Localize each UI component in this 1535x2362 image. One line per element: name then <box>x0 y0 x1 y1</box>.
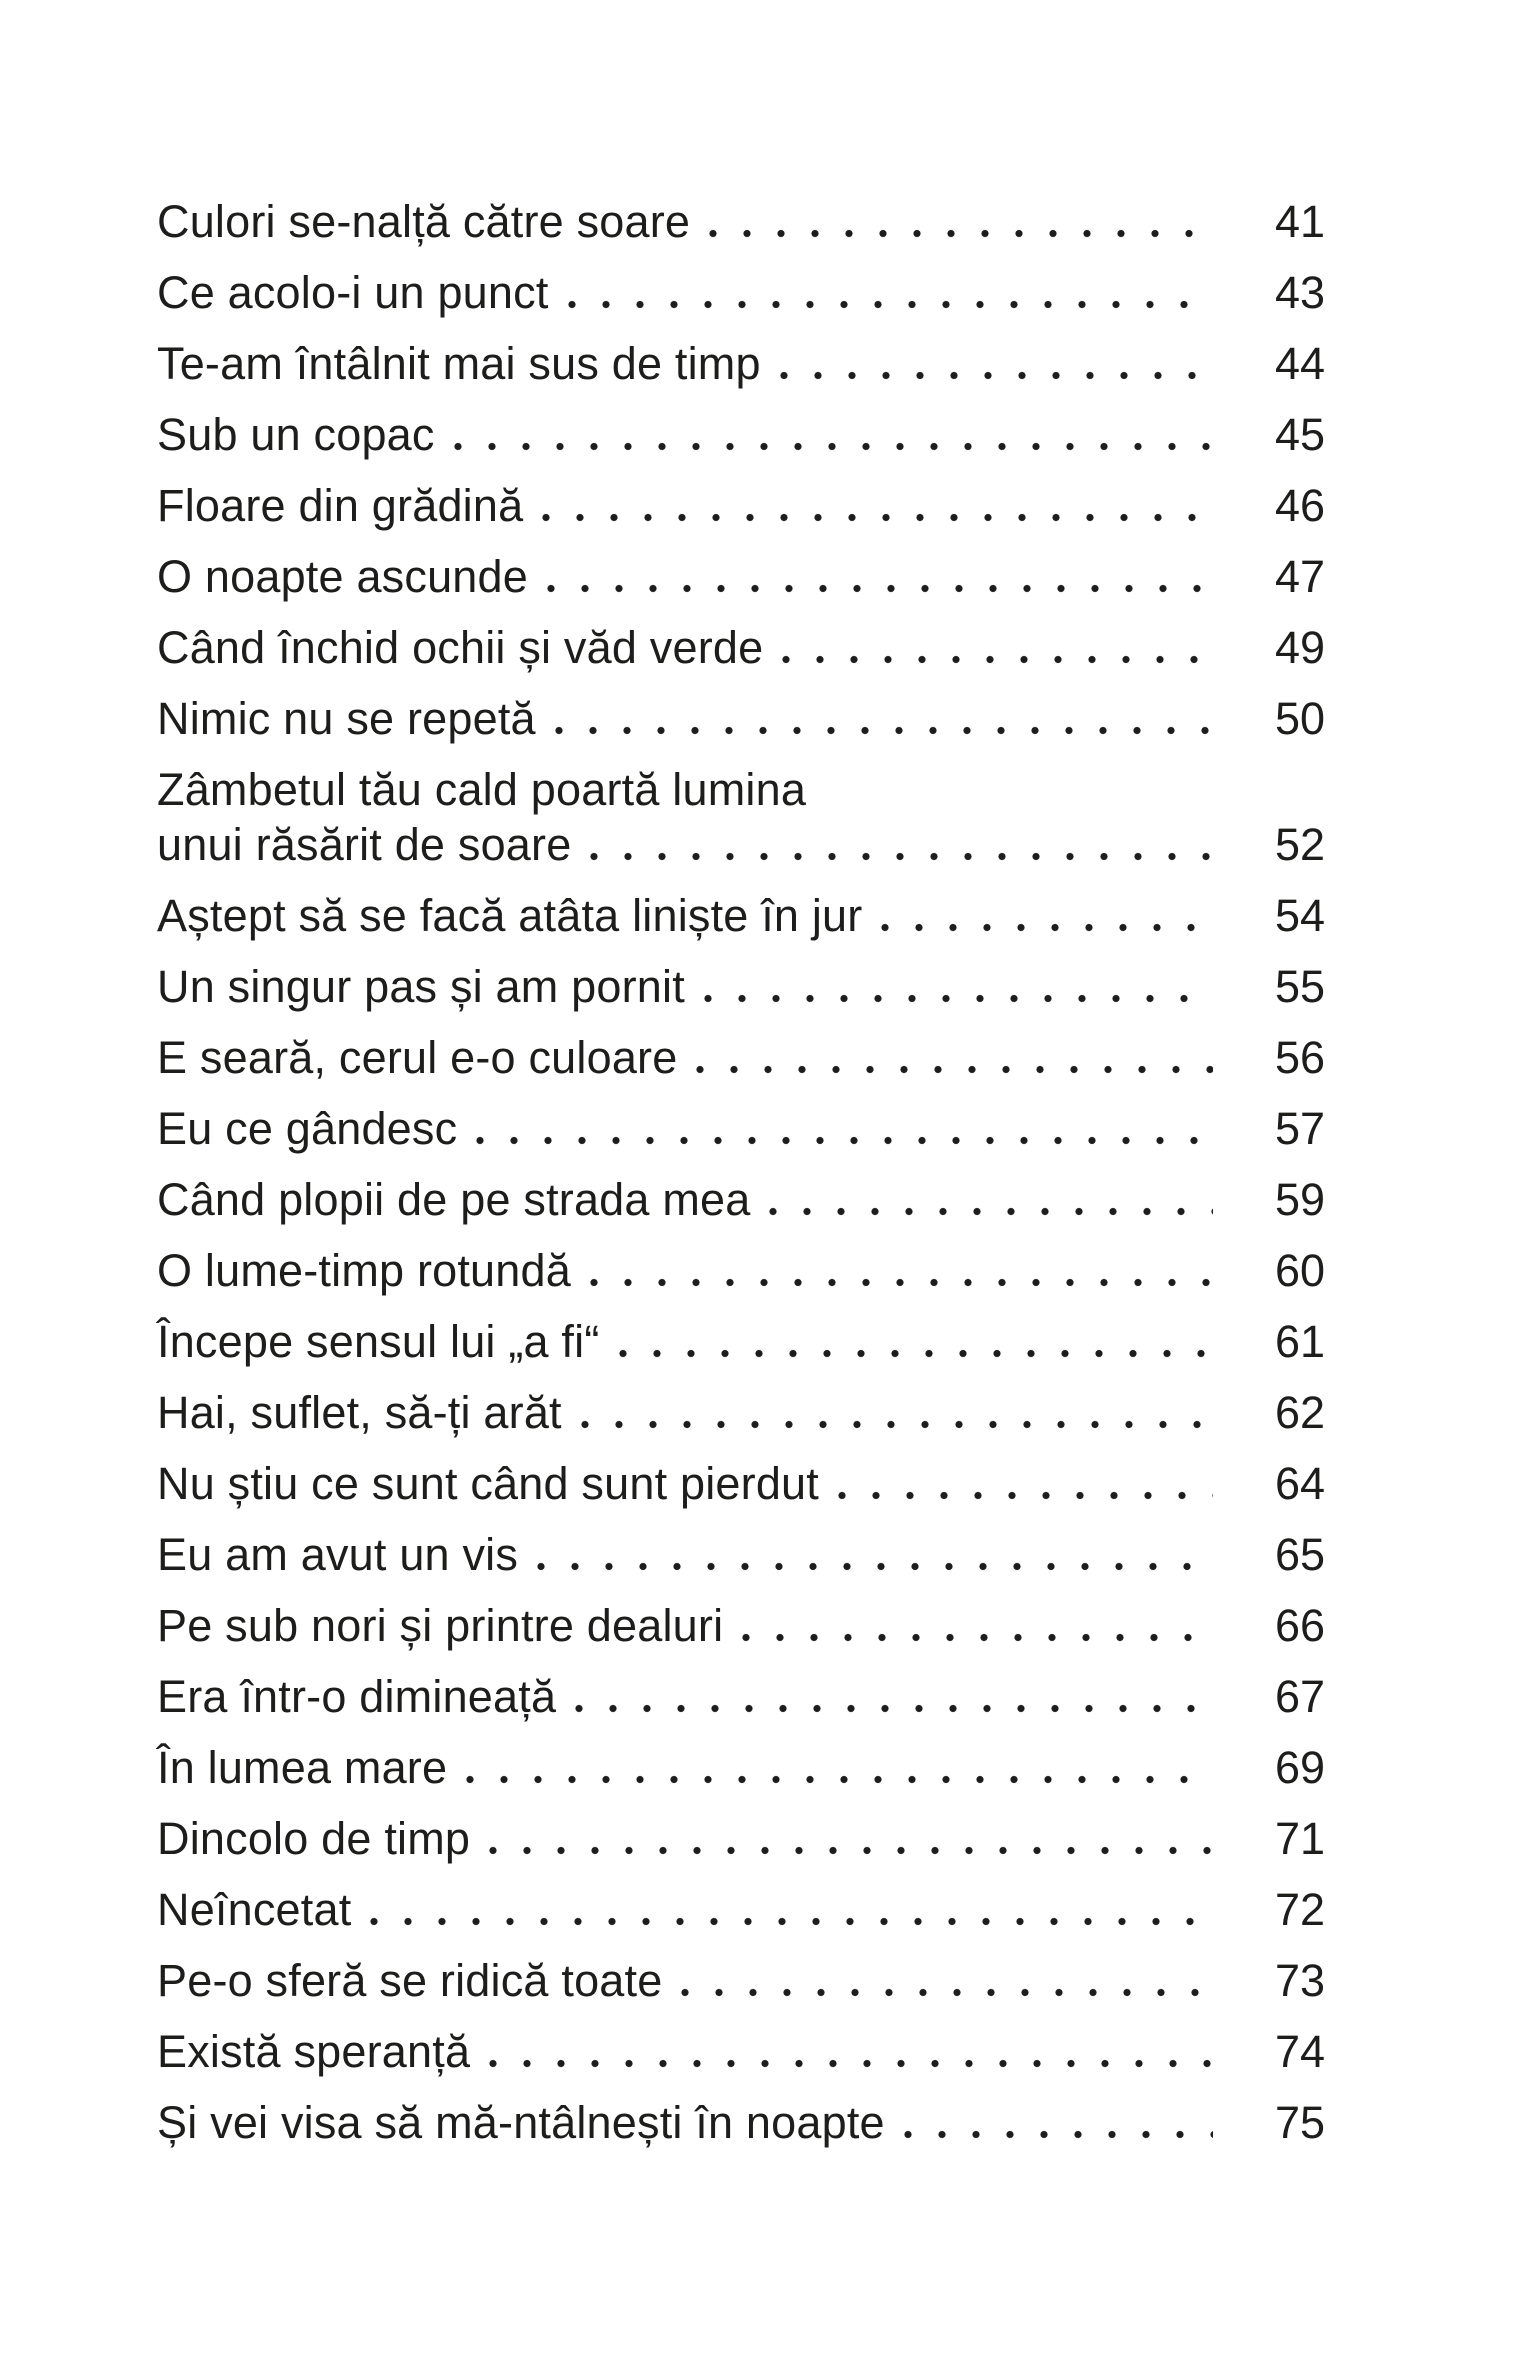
toc-row <box>157 482 1325 529</box>
toc-entry-page: 57 <box>1274 1103 1325 1154</box>
toc-row <box>157 624 1325 671</box>
toc-row <box>157 1460 1325 1507</box>
toc-row <box>157 1105 1325 1152</box>
dot-leader <box>837 1491 1213 1500</box>
dot-leader <box>554 726 1213 735</box>
toc-entry-title: Eu ce gândesc <box>157 1103 458 1154</box>
toc-entry-title: Nimic nu se repetă <box>157 693 536 744</box>
toc-row <box>157 963 1325 1010</box>
dot-leader <box>779 371 1213 380</box>
toc-row <box>157 1247 1325 1294</box>
toc-entry <box>157 269 1325 316</box>
toc-entry-page: 43 <box>1274 267 1325 318</box>
toc-entry-title: Hai, suflet, să-ți arăt <box>157 1387 562 1438</box>
toc-row <box>157 1744 1325 1791</box>
toc-row <box>157 1673 1325 1720</box>
dot-leader <box>880 923 1213 932</box>
toc-row <box>157 1815 1325 1862</box>
toc-entry-page: 52 <box>1274 819 1325 870</box>
dot-leader <box>695 1065 1213 1074</box>
toc-entry-page: 71 <box>1274 1813 1325 1864</box>
toc-entry-title: Pe sub nori și printre dealuri <box>157 1600 724 1651</box>
toc-entry-page: 66 <box>1274 1600 1325 1651</box>
toc-entry-title: Aștept să se facă atâta liniște în jur <box>157 890 863 941</box>
toc-entry-page: 54 <box>1274 890 1325 941</box>
toc-row <box>157 1602 1325 1649</box>
toc-entry <box>157 892 1325 939</box>
toc-entry-title: O lume-timp rotundă <box>157 1245 571 1296</box>
toc-entry-page: 59 <box>1274 1174 1325 1225</box>
dot-leader <box>488 1846 1213 1855</box>
dot-leader <box>546 584 1213 593</box>
toc-entry-title: unui răsărit de soare <box>157 819 572 870</box>
toc-entry-page: 65 <box>1274 1529 1325 1580</box>
toc-entry <box>157 482 1325 529</box>
toc-entry-title: Floare din grădină <box>157 480 524 531</box>
toc-entry-title: Dincolo de timp <box>157 1813 471 1864</box>
toc-entry-page: 67 <box>1274 1671 1325 1722</box>
toc-entry-title: Când plopii de pe strada mea <box>157 1174 751 1225</box>
dot-leader <box>703 994 1213 1003</box>
toc-row <box>157 1957 1325 2004</box>
toc-entry <box>157 695 1325 742</box>
toc-entry-page: 69 <box>1274 1742 1325 1793</box>
dot-leader <box>618 1349 1213 1358</box>
toc-entry-title: Era într-o dimineață <box>157 1671 557 1722</box>
table-of-contents <box>157 198 1325 2170</box>
toc-entry-title: Și vei visa să mă-ntâlnești în noapte <box>157 2097 885 2148</box>
toc-entry <box>157 1176 1325 1223</box>
toc-row <box>157 1531 1325 1578</box>
toc-row <box>157 340 1325 387</box>
toc-row <box>157 695 1325 742</box>
toc-entry-page: 45 <box>1274 409 1325 460</box>
toc-row <box>157 1389 1325 1436</box>
toc-entry <box>157 1105 1325 1152</box>
toc-entry <box>157 2028 1325 2075</box>
toc-entry-page: 60 <box>1274 1245 1325 1296</box>
toc-entry-page: 49 <box>1274 622 1325 673</box>
toc-entry <box>157 1389 1325 1436</box>
dot-leader <box>768 1207 1213 1216</box>
toc-entry <box>157 1247 1325 1294</box>
toc-entry-title: Neîncetat <box>157 1884 352 1935</box>
toc-entry-page: 47 <box>1274 551 1325 602</box>
toc-entry <box>157 1318 1325 1365</box>
dot-leader <box>536 1562 1213 1571</box>
toc-entry <box>157 1034 1325 1081</box>
dot-leader <box>453 442 1213 451</box>
dot-leader <box>589 852 1213 861</box>
toc-entry-page: 73 <box>1274 1955 1325 2006</box>
toc-entry-page: 44 <box>1274 338 1325 389</box>
toc-entry <box>157 553 1325 600</box>
toc-entry <box>157 1602 1325 1649</box>
toc-row <box>157 1176 1325 1223</box>
toc-entry-title: Există speranță <box>157 2026 471 2077</box>
toc-entry-title: Pe-o sferă se ridică toate <box>157 1955 663 2006</box>
toc-entry <box>157 1460 1325 1507</box>
toc-entry-title: E seară, cerul e-o culoare <box>157 1032 678 1083</box>
toc-entry <box>157 1886 1325 1933</box>
toc-row <box>157 198 1325 245</box>
dot-leader <box>580 1420 1213 1429</box>
dot-leader <box>781 655 1213 664</box>
dot-leader <box>369 1917 1213 1926</box>
toc-entry-title: Când închid ochii și văd verde <box>157 622 764 673</box>
toc-entry-page: 72 <box>1274 1884 1325 1935</box>
toc-row <box>157 2099 1325 2146</box>
toc-entry-page: 74 <box>1274 2026 1325 2077</box>
toc-row <box>157 2028 1325 2075</box>
toc-row <box>157 269 1325 316</box>
dot-leader <box>488 2059 1213 2068</box>
toc-row <box>157 411 1325 458</box>
toc-row <box>157 892 1325 939</box>
toc-entry <box>157 1815 1325 1862</box>
toc-entry-title: Te-am întâlnit mai sus de timp <box>157 338 761 389</box>
toc-entry <box>157 1957 1325 2004</box>
toc-entry-title: Culori se-nalță către soare <box>157 196 691 247</box>
toc-row <box>157 821 1325 868</box>
toc-entry-page: 75 <box>1274 2097 1325 2148</box>
toc-entry <box>157 963 1325 1010</box>
toc-row <box>157 1034 1325 1081</box>
toc-row <box>157 1886 1325 1933</box>
toc-entry <box>157 1744 1325 1791</box>
dot-leader <box>574 1704 1213 1713</box>
dot-leader <box>567 300 1213 309</box>
toc-entry-page: 62 <box>1274 1387 1325 1438</box>
toc-entry-title: Eu am avut un vis <box>157 1529 519 1580</box>
toc-entry-title: În lumea mare <box>157 1742 448 1793</box>
toc-entry-title: Sub un copac <box>157 409 435 460</box>
dot-leader <box>741 1633 1213 1642</box>
dot-leader <box>589 1278 1213 1287</box>
toc-row <box>157 553 1325 600</box>
dot-leader <box>465 1775 1213 1784</box>
toc-entry-title: Un singur pas și am pornit <box>157 961 685 1012</box>
toc-entry <box>157 2099 1325 2146</box>
toc-entry-title: O noapte ascunde <box>157 551 528 602</box>
toc-entry-title-line1: Zâmbetul tău cald poartă lumina <box>157 764 807 815</box>
toc-entry-page: 41 <box>1274 196 1325 247</box>
dot-leader <box>708 229 1213 238</box>
toc-entry-page: 64 <box>1274 1458 1325 1509</box>
toc-entry-page: 56 <box>1274 1032 1325 1083</box>
toc-entry-page: 61 <box>1274 1316 1325 1367</box>
dot-leader <box>680 1988 1213 1997</box>
toc-entry-page: 50 <box>1274 693 1325 744</box>
dot-leader <box>541 513 1213 522</box>
toc-entry <box>157 411 1325 458</box>
toc-entry-title: Ce acolo-i un punct <box>157 267 549 318</box>
toc-entry <box>157 1673 1325 1720</box>
toc-entry <box>157 198 1325 245</box>
dot-leader <box>903 2130 1213 2139</box>
toc-entry-title: Începe sensul lui „a fi“ <box>157 1316 600 1367</box>
toc-entry <box>157 624 1325 671</box>
toc-entry <box>157 340 1325 387</box>
toc-entry-title: Nu știu ce sunt când sunt pierdut <box>157 1458 819 1509</box>
toc-entry-page: 55 <box>1274 961 1325 1012</box>
toc-row <box>157 1318 1325 1365</box>
toc-entry-page: 46 <box>1274 480 1325 531</box>
dot-leader <box>475 1136 1213 1145</box>
toc-entry <box>157 766 1325 868</box>
toc-entry <box>157 1531 1325 1578</box>
